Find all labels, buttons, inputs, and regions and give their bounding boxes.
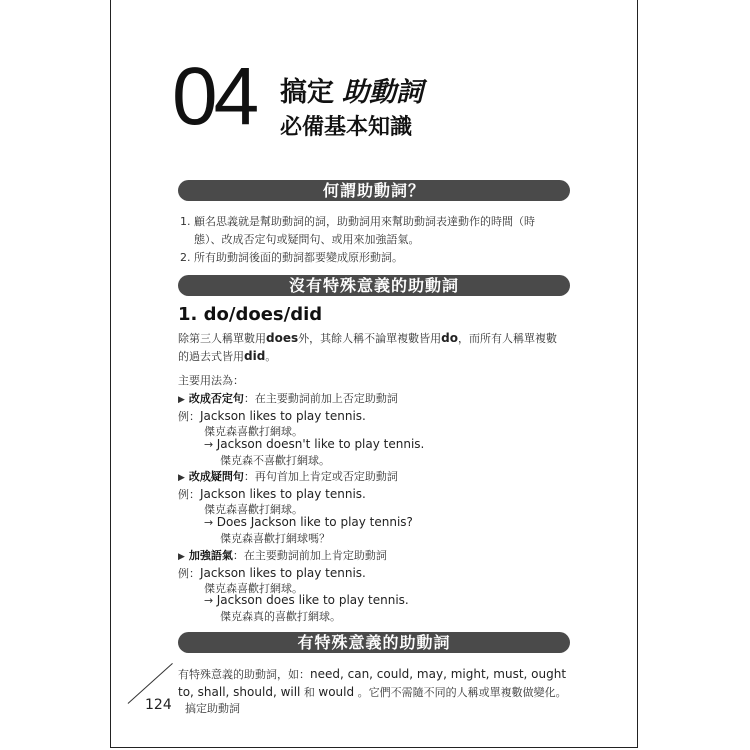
running-footer: 搞定助動詞 [185, 702, 240, 715]
usage-marker-question: ▶ 改成疑問句：再句首加上肯定或否定助動詞 [178, 470, 398, 483]
usage1-example2: → Jackson doesn't like to play tennis. [204, 437, 425, 451]
usage2-example1-zh: 傑克森喜歡打網球。 [204, 503, 303, 516]
usage1-example1-zh: 傑克森喜歡打網球。 [204, 425, 303, 438]
triangle-icon: ▶ [178, 395, 185, 405]
intro-item1-line2: 態）、改成否定句或疑問句、或用來加強語氣。 [194, 233, 420, 246]
section-heading: 1. do/does/did [178, 304, 323, 325]
usage2-example2: → Does Jackson like to play tennis? [204, 515, 413, 529]
section1-para-line1: 除第三人稱單數用does外，其餘人稱不論單複數皆用do，而所有人稱單複數 [178, 331, 557, 345]
arrow-icon: → [204, 438, 214, 451]
page-number: 124 [145, 697, 172, 713]
triangle-icon: ▶ [178, 473, 185, 483]
intro-item2: 2. 所有助動詞後面的動詞都要變成原形動詞。 [180, 251, 403, 264]
usage3-example2: → Jackson does like to play tennis. [204, 593, 409, 607]
usage1-example2-zh: 傑克森不喜歡打網球。 [220, 454, 330, 467]
arrow-icon: → [204, 516, 214, 529]
usage2-example1: 例：Jackson likes to play tennis. [178, 487, 366, 501]
section1-para-line2: 的過去式皆用did。 [178, 349, 277, 363]
section2-line1: 有特殊意義的助動詞，如：need, can, could, may, might, must, ought [178, 667, 567, 681]
banner-special: 有特殊意義的助動詞 [178, 632, 570, 653]
chapter-title [280, 70, 423, 109]
section2-line2: to, shall, should, will 和 would 。它們不需隨不同的人稱或單複數做變化。 [178, 685, 567, 699]
chapter-title-prefix: 搞定 [280, 77, 334, 108]
usage3-example1-zh: 傑克森喜歡打網球。 [204, 582, 303, 595]
usage3-example2-zh: 傑克森真的喜歡打網球。 [220, 610, 341, 623]
usage-marker-emphasis: ▶ 加強語氣：在主要動詞前加上肯定助動詞 [178, 549, 387, 562]
usage-label: 主要用法為： [178, 374, 244, 387]
usage1-example1: 例：Jackson likes to play tennis. [178, 409, 366, 423]
banner-what-is: 何謂助動詞？ [178, 180, 570, 201]
usage-marker-negative: ▶ 改成否定句：在主要動詞前加上否定助動詞 [178, 392, 398, 405]
triangle-icon: ▶ [178, 552, 185, 562]
chapter-number: 04 [172, 51, 256, 142]
intro-item1-line1: 1. 顧名思義就是幫助動詞的詞，助動詞用來幫助動詞表達動作的時間（時 [180, 215, 535, 228]
banner-no-special: 沒有特殊意義的助動詞 [178, 275, 570, 296]
usage3-example1: 例：Jackson likes to play tennis. [178, 566, 366, 580]
chapter-title-main: 助動詞 [342, 77, 423, 108]
arrow-icon: → [204, 594, 214, 607]
chapter-subtitle: 必備基本知識 [280, 115, 413, 140]
usage2-example2-zh: 傑克森喜歡打網球嗎？ [220, 532, 330, 545]
